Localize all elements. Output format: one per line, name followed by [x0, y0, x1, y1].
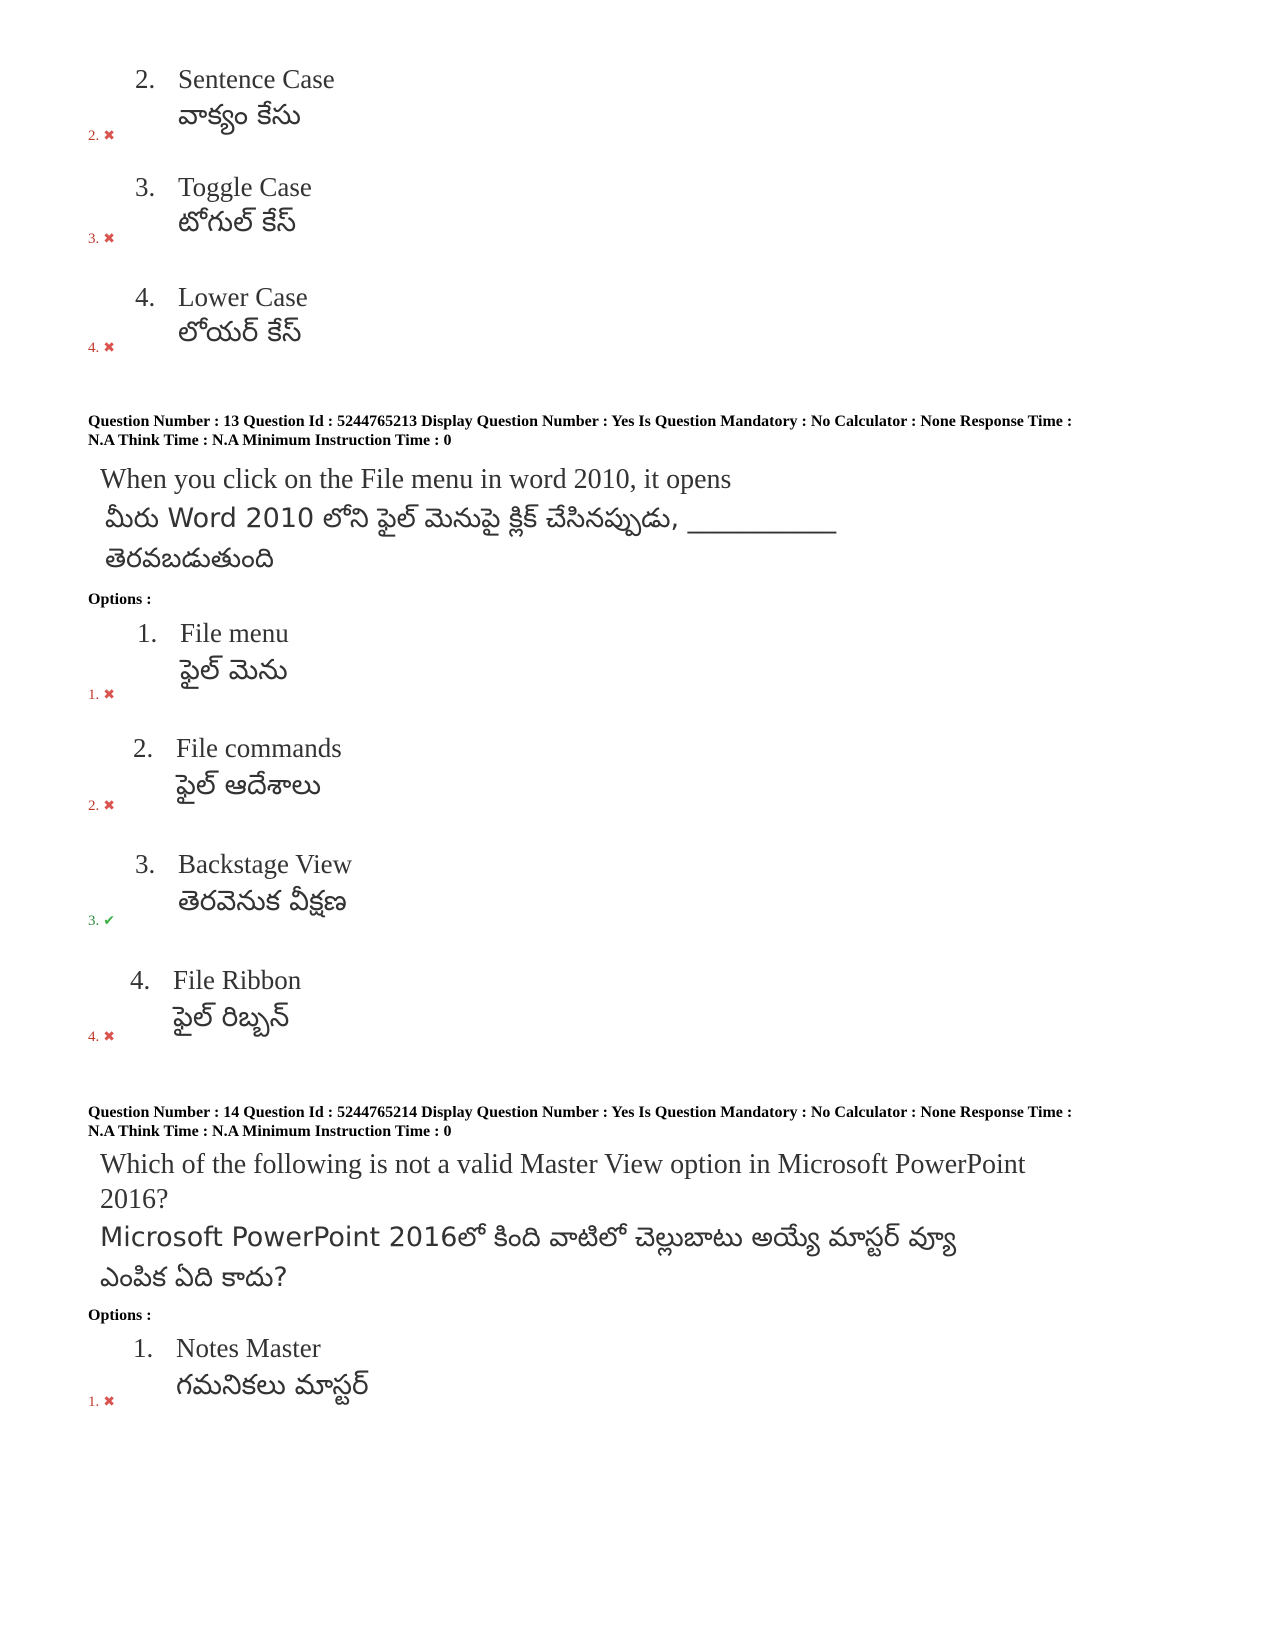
option-telugu: ఫైల్ రిబ్బన్ — [173, 1000, 290, 1033]
option-telugu: తెరవెనుక వీక్షణ — [178, 884, 347, 917]
option-telugu: ఫైల్ ఆదేశాలు — [176, 768, 322, 801]
option-number: 1. — [133, 1333, 154, 1363]
question-text-telugu: మీరు Word 2010 లోని ఫైల్ మెనుపై క్లిక్ చేసినప్పుడు, ___________ — [105, 503, 837, 534]
question-text-english: Which of the following is not a valid Master View option in Microsoft PowerPoint — [100, 1149, 1026, 1180]
option-marker: 2. ✖ — [88, 128, 115, 144]
option-telugu: లోయర్ కేస్ — [178, 315, 302, 348]
option-english: Lower Case — [178, 282, 308, 312]
question-meta — [88, 1103, 1208, 1141]
question-text-telugu: తెరవబడుతుంది — [105, 543, 274, 574]
option-english: Notes Master — [176, 1333, 321, 1363]
question-text-telugu: ఎంపిక ఏది కాదు? — [100, 1262, 288, 1293]
option-english: Toggle Case — [178, 172, 312, 202]
option-marker: 1. ✖ — [88, 687, 115, 703]
option-english: File menu — [180, 618, 289, 648]
option-telugu: ఫైల్ మెను — [180, 653, 288, 686]
option-number: 1. — [137, 618, 158, 648]
option-telugu: వాక్యం కేసు — [178, 98, 301, 131]
wrong-icon: ✖ — [103, 1029, 115, 1045]
wrong-icon: ✖ — [103, 798, 115, 814]
option-marker: 2. ✖ — [88, 798, 115, 814]
wrong-icon: ✖ — [103, 1394, 115, 1410]
question-meta-line: N.A Think Time : N.A Minimum Instruction Time : 0 — [88, 432, 452, 449]
option-marker: 4. ✖ — [88, 1029, 115, 1045]
checkmark-icon: ✔ — [103, 913, 115, 929]
option-marker: 3. ✔ — [88, 913, 115, 929]
option-number: 3. — [135, 172, 156, 202]
option-english: File commands — [176, 733, 342, 763]
question-text-english: 2016? — [100, 1184, 169, 1215]
question-meta-line: N.A Think Time : N.A Minimum Instruction Time : 0 — [88, 1123, 452, 1140]
wrong-icon: ✖ — [103, 340, 115, 356]
option-telugu: గమనికలు మాస్టర్ — [176, 1368, 369, 1401]
option-number: 4. — [135, 282, 156, 312]
option-english: Sentence Case — [178, 64, 335, 94]
question-text-telugu: Microsoft PowerPoint 2016లో కింది వాటిలో చెల్లుబాటు అయ్యే మాస్టర్ వ్యూ — [100, 1222, 957, 1253]
wrong-icon: ✖ — [103, 687, 115, 703]
option-marker: 4. ✖ — [88, 340, 115, 356]
option-number: 3. — [135, 849, 156, 879]
option-marker: 1. ✖ — [88, 1394, 115, 1410]
wrong-icon: ✖ — [103, 231, 115, 247]
option-english: File Ribbon — [173, 965, 302, 995]
question-meta — [88, 412, 1208, 450]
option-marker: 3. ✖ — [88, 231, 115, 247]
option-telugu: టోగుల్ కేస్ — [178, 205, 297, 238]
options-label: Options : — [88, 591, 152, 608]
wrong-icon: ✖ — [103, 128, 115, 144]
options-label: Options : — [88, 1307, 152, 1324]
question-meta-line: Question Number : 14 Question Id : 5244765214 Display Question Number : Yes Is Question Mandatory : No Calculator : None Response Time : — [88, 1104, 1073, 1121]
question-meta-line: Question Number : 13 Question Id : 5244765213 Display Question Number : Yes Is Question Mandatory : No Calculator : None Response Time : — [88, 413, 1073, 430]
option-number: 4. — [130, 965, 151, 995]
option-english: Backstage View — [178, 849, 353, 879]
question-text-english: When you click on the File menu in word 2010, it opens — [100, 464, 732, 495]
option-number: 2. — [135, 64, 156, 94]
option-number: 2. — [133, 733, 154, 763]
